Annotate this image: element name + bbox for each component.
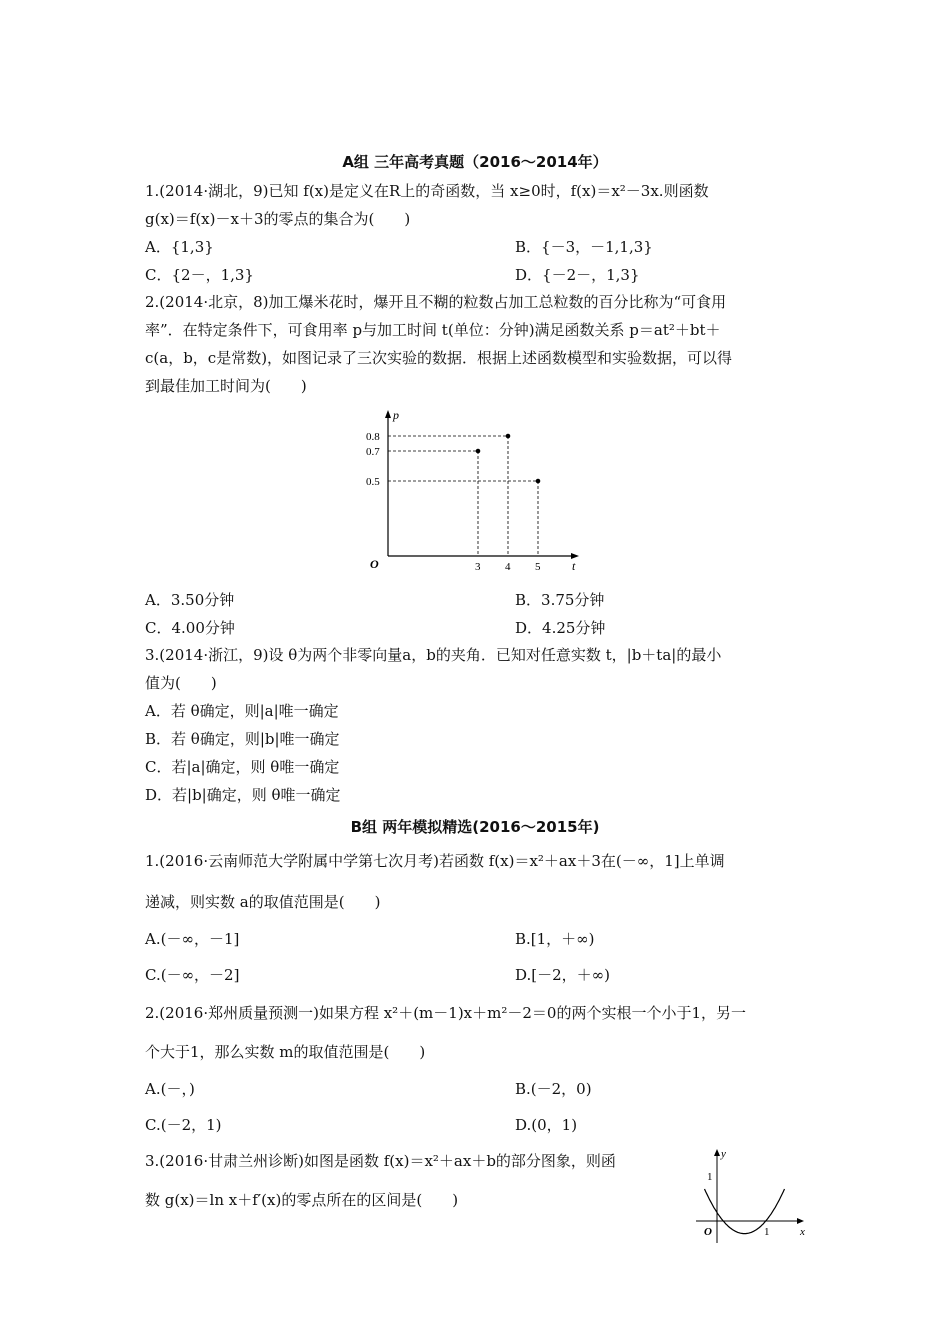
popcorn-chart xyxy=(360,408,590,578)
x-tick-label-0: 3 xyxy=(475,561,481,573)
a-q3-option-c: C．若|a|确定，则 θ唯一确定 xyxy=(145,758,340,776)
y-axis-label: y xyxy=(721,1148,726,1160)
a-q3-line2: 值为( ) xyxy=(145,674,217,692)
a-q2-option-d: D．4.25分钟 xyxy=(515,619,606,637)
section-b-title: B组 两年模拟精选(2016～2015年) xyxy=(350,818,600,836)
b-q1-line2: 递减，则实数 a的取值范围是( ) xyxy=(145,893,381,911)
a-q3-option-b: B．若 θ确定，则|b|唯一确定 xyxy=(145,730,340,748)
x-tick-label-1: 1 xyxy=(764,1226,770,1238)
section-a-title: A组 三年高考真题（2016～2014年） xyxy=(342,153,608,171)
a-q1-option-d: D．{－2－，1,3} xyxy=(515,266,640,284)
x-tick-label-2: 5 xyxy=(535,561,541,573)
y-axis-arrow xyxy=(385,410,391,418)
x-axis-arrow xyxy=(797,1218,804,1224)
a-q1-line2: g(x)＝f(x)－x＋3的零点的集合为( ) xyxy=(145,210,411,228)
a-q2-line2: 率”．在特定条件下，可食用率 p与加工时间 t(单位：分钟)满足函数关系 p＝at²＋bt＋ xyxy=(145,321,721,339)
data-point-0 xyxy=(476,449,481,454)
y-tick-label-2: 0.8 xyxy=(366,431,380,443)
a-q2-line3: c(a，b，c是常数)，如图记录了三次实验的数据．根据上述函数模型和实验数据，可以得 xyxy=(145,349,733,367)
a-q1-line1: 1.(2014·湖北，9)已知 f(x)是定义在R上的奇函数，当 x≥0时，f(x)＝x²－3x.则函数 xyxy=(145,182,709,200)
b-q2-line1: 2.(2016·郑州质量预测一)如果方程 x²＋(m－1)x＋m²－2＝0的两个实根一个小于1，另一 xyxy=(145,1004,746,1022)
x-axis-label: x xyxy=(800,1226,805,1238)
data-point-2 xyxy=(536,479,541,484)
b-q1-option-d: D.[－2，＋∞) xyxy=(515,966,611,984)
b-q3-line1: 3.(2016·甘肃兰州诊断)如图是函数 f(x)＝x²＋ax＋b的部分图象，则函 xyxy=(145,1152,616,1170)
b-q2-option-b: B.(－2，0) xyxy=(515,1080,592,1098)
b-q2-option-a: A.(－，) xyxy=(145,1080,195,1098)
a-q2-option-a: A．3.50分钟 xyxy=(145,591,235,609)
origin-label: O xyxy=(370,557,379,571)
b-q3-line2: 数 g(x)＝ln x＋f′(x)的零点所在的区间是( ) xyxy=(145,1191,459,1209)
a-q2-option-c: C．4.00分钟 xyxy=(145,619,235,637)
a-q3-option-a: A．若 θ确定，则|a|唯一确定 xyxy=(145,702,339,720)
b-q1-option-a: A.(－∞，－1] xyxy=(145,930,240,948)
a-q2-line4: 到最佳加工时间为( ) xyxy=(145,377,307,395)
b-q1-line1: 1.(2016·云南师范大学附属中学第七次月考)若函数 f(x)＝x²＋ax＋3在(－∞，1]上单调 xyxy=(145,852,725,870)
a-q1-option-b: B．{－3，－1,1,3} xyxy=(515,238,653,256)
y-axis-arrow xyxy=(714,1149,720,1156)
a-q3-line1: 3.(2014·浙江，9)设 θ为两个非零向量a，b的夹角．已知对任意实数 t，|b＋ta|的最小 xyxy=(145,646,722,664)
y-tick-label-1: 1 xyxy=(707,1171,713,1183)
data-point-1 xyxy=(506,434,511,439)
a-q3-option-d: D．若|b|确定，则 θ唯一确定 xyxy=(145,786,341,804)
origin-label: O xyxy=(704,1226,712,1238)
y-axis-label: p xyxy=(393,408,399,422)
b-q2-option-d: D.(0，1) xyxy=(515,1116,578,1134)
a-q2-line1: 2.(2014·北京，8)加工爆米花时，爆开且不糊的粒数占加工总粒数的百分比称为“可食用 xyxy=(145,293,727,311)
b-q1-option-b: B.[1，＋∞) xyxy=(515,930,595,948)
y-tick-label-1: 0.7 xyxy=(366,446,380,458)
a-q1-option-c: C．{2－，1,3} xyxy=(145,266,254,284)
b-q1-option-c: C.(－∞，－2] xyxy=(145,966,240,984)
a-q1-option-a: A．{1,3} xyxy=(145,238,214,256)
x-tick-label-1: 4 xyxy=(505,561,511,573)
a-q2-option-b: B．3.75分钟 xyxy=(515,591,605,609)
parabola-chart xyxy=(690,1145,810,1245)
y-tick-label-0: 0.5 xyxy=(366,476,380,488)
b-q2-option-c: C.(－2，1) xyxy=(145,1116,222,1134)
x-axis-label: t xyxy=(572,559,576,573)
b-q2-line2: 个大于1，那么实数 m的取值范围是( ) xyxy=(145,1043,426,1061)
